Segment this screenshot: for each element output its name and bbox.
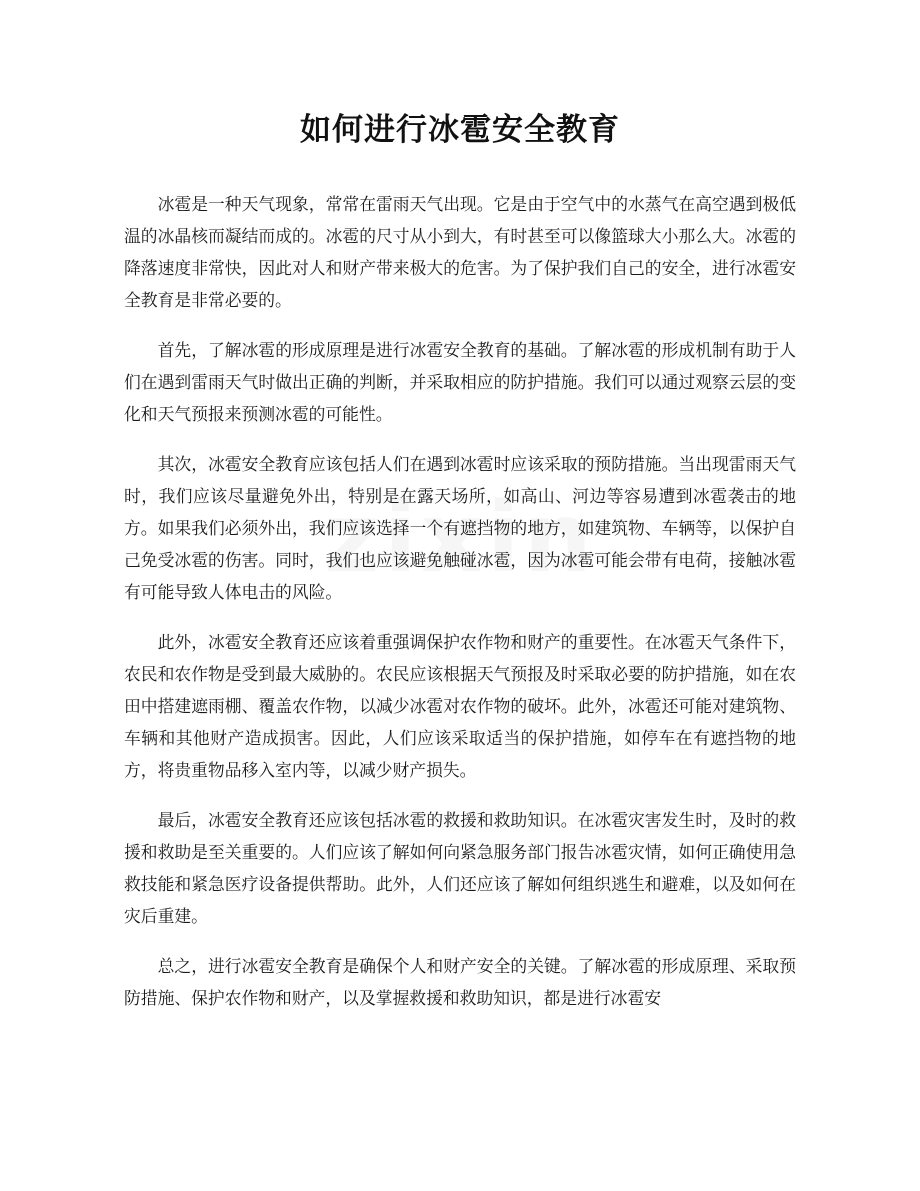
- paragraph-conclusion: 总之，进行冰雹安全教育是确保个人和财产安全的关键。了解冰雹的形成原理、采取预防措施、保护农作物和财产，以及掌握救援和救助知识，都是进行冰雹安: [124, 956, 796, 1008]
- paragraph-prevention: 其次，冰雹安全教育应该包括人们在遇到冰雹时应该采取的预防措施。当出现雷雨天气时，我们应该尽量避免外出，特别是在露天场所，如高山、河边等容易遭到冰雹袭击的地方。如果我们必须外出，我们应该选择一个有遮挡物的地方，如建筑物、车辆等，以保护自己免受冰雹的伤害。同时，我们也应该避免触碰冰雹，因为冰雹可能会带有电荷，接触冰雹有可能导致人体电击的风险。: [124, 454, 796, 602]
- paragraph-intro: 冰雹是一种天气现象，常常在雷雨天气出现。它是由于空气中的水蒸气在高空遇到极低温的冰晶核而凝结而成的。冰雹的尺寸从小到大，有时甚至可以像篮球大小那么大。冰雹的降落速度非常快，因此对人和财产带来极大的危害。为了保护我们自己的安全，进行冰雹安全教育是非常必要的。: [124, 194, 796, 310]
- paragraph-rescue: 最后，冰雹安全教育还应该包括冰雹的救援和救助知识。在冰雹灾害发生时，及时的救援和救助是至关重要的。人们应该了解如何向紧急服务部门报告冰雹灾情，如何正确使用急救技能和紧急医疗设备提供帮助。此外，人们还应该了解如何组织逃生和避难，以及如何在灾后重建。: [124, 810, 796, 926]
- paragraph-formation: 首先，了解冰雹的形成原理是进行冰雹安全教育的基础。了解冰雹的形成机制有助于人们在遇到雷雨天气时做出正确的判断，并采取相应的防护措施。我们可以通过观察云层的变化和天气预报来预测冰雹的可能性。: [124, 340, 796, 424]
- paragraph-crops-property: 此外，冰雹安全教育还应该着重强调保护农作物和财产的重要性。在冰雹天气条件下，农民和农作物是受到最大威胁的。农民应该根据天气预报及时采取必要的防护措施，如在农田中搭建遮雨棚、覆盖农作物，以减少冰雹对农作物的破坏。此外，冰雹还可能对建筑物、车辆和其他财产造成损害。因此，人们应该采取适当的保护措施，如停车在有遮挡物的地方，将贵重物品移入室内等，以减少财产损失。: [124, 632, 796, 780]
- document-title: 如何进行冰雹安全教育: [300, 112, 620, 148]
